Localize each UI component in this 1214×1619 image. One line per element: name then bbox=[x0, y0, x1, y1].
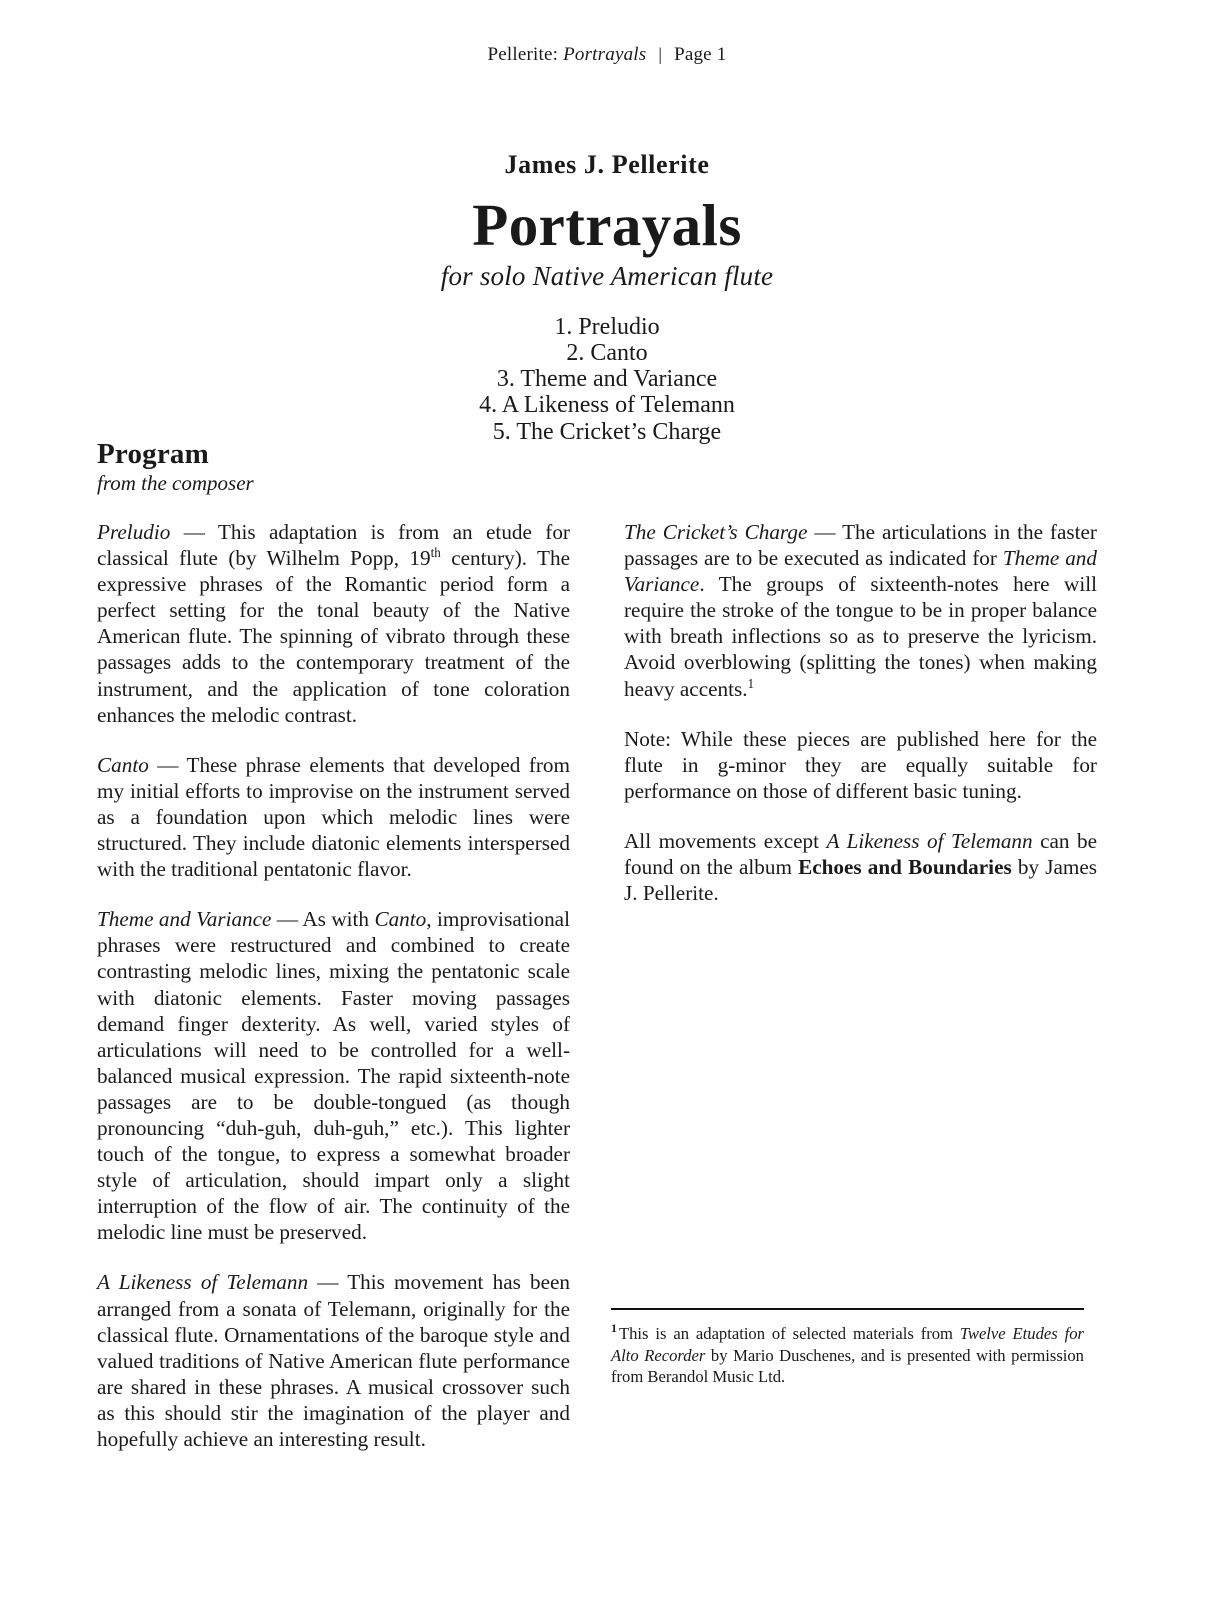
movement-list bbox=[0, 314, 1214, 445]
paragraph-body-continued: , improvisational phrases were restructured and combined to create contrasting melodic lines, mixing the pentatonic scale with diatonic elements. Faster moving passages demand finger dexterity. As well, varied styles of articulations will need to be controlled for a well-balanced musical expression. The rapid sixteenth-note passages are to be double-tongued (as though pronouncing “duh-guh, duh-guh,” etc.). This lighter touch of the tongue, to express a somewhat broader style of articulation, should impart only a slight interruption of the flow of air. The continuity of the melodic line must be preserved. bbox=[97, 907, 570, 1245]
paragraph-inline-italic: A Likeness of Telemann bbox=[826, 828, 1033, 853]
program-heading-block bbox=[97, 440, 254, 494]
paragraph-the-crickets-charge bbox=[624, 519, 1097, 702]
program-subheading: from the composer bbox=[97, 471, 254, 495]
footnote-body-continued: by Mario Duschenes, and is presented with permission from Berandol Music Ltd. bbox=[611, 1345, 1084, 1387]
list-item: 1. Preludio bbox=[554, 314, 660, 340]
paragraph-body-continued: can be found on the album bbox=[624, 828, 1097, 880]
paragraph-lead-in: Canto bbox=[97, 752, 149, 777]
running-header bbox=[0, 44, 1214, 66]
paragraph-a-likeness-of-telemann bbox=[97, 1269, 570, 1452]
paragraph-body-continued: . The groups of sixteenth-notes here will require the stroke of the tongue to be in proper balance with breath inflections so as to preserve the lyricism. Avoid overblowing (splitting the tones) when making heavy accents. bbox=[624, 572, 1097, 701]
paragraph-body-end: by James J. Pellerite. bbox=[624, 855, 1097, 906]
list-item: 2. Canto bbox=[566, 340, 648, 367]
running-header-separator: | bbox=[658, 44, 663, 64]
ordinal-superscript: th bbox=[430, 545, 441, 561]
paragraph-dash: — bbox=[170, 520, 218, 544]
paragraph-lead-in: A Likeness of Telemann bbox=[97, 1270, 309, 1295]
paragraph-lead-in: Preludio bbox=[97, 520, 171, 544]
paragraph-body: These phrase elements that developed from my initial efforts to improvise on the instrument served as a foundation upon which melodic lines were structured. They include diatonic elements interspersed with the traditional pentatonic flavor. bbox=[97, 752, 570, 882]
page-title: Portrayals bbox=[472, 192, 742, 258]
footnote-source-title: Twelve Etudes for Alto Recorder bbox=[611, 1324, 1084, 1365]
paragraph-inline-italic: Theme and Variance bbox=[624, 546, 1097, 597]
paragraph-dash: — bbox=[807, 520, 843, 544]
paragraph-body-continued: century). The expressive phrases of the Romantic period form a perfect setting for the tonal beauty of the Native American flute. The spinning of vibrato through these passages adds to the contemporary treatment of the instrument, and the application of tone coloration enhances the melodic contrast. bbox=[97, 546, 570, 727]
paragraph-body: As with bbox=[302, 907, 375, 932]
paragraph-theme-and-variance bbox=[97, 906, 570, 1245]
work-subtitle: for solo Native American flute bbox=[440, 260, 774, 291]
paragraph-album-credit bbox=[624, 828, 1097, 906]
paragraph-dash: — bbox=[148, 752, 187, 777]
list-item: 4. A Likeness of Telemann bbox=[479, 392, 735, 419]
paragraph-body: All movements except bbox=[624, 828, 827, 853]
footnote-marker: 1 bbox=[611, 1321, 617, 1336]
footnote-block bbox=[611, 1308, 1084, 1388]
running-header-author: Pellerite: bbox=[487, 44, 559, 65]
album-title: Echoes and Boundaries bbox=[798, 855, 1012, 880]
footnote-text bbox=[611, 1323, 1084, 1388]
paragraph-body: The articulations in the faster passages are to be executed as indicated for bbox=[624, 520, 1097, 571]
footnote-separator-rule bbox=[611, 1308, 1084, 1310]
list-item: 3. Theme and Variance bbox=[496, 366, 718, 393]
running-header-work-title: Portrayals bbox=[563, 44, 647, 65]
paragraph-inline-italic: Canto bbox=[374, 907, 427, 932]
composer-name: James J. Pellerite bbox=[504, 150, 710, 179]
paragraph-dash: — bbox=[271, 907, 303, 932]
left-column bbox=[97, 519, 570, 1452]
footnote-reference-marker: 1 bbox=[747, 675, 755, 691]
footnote-body: This is an adaptation of selected materials from bbox=[618, 1324, 960, 1343]
title-block bbox=[0, 150, 1214, 292]
paragraph-preludio bbox=[97, 519, 570, 728]
list-item: 5. The Cricket’s Charge bbox=[492, 418, 722, 445]
running-header-page-number: Page 1 bbox=[674, 44, 727, 65]
paragraph-note: Note: While these pieces are published here for the flute in g-minor they are equally suitable for performance on those of different basic tuning. bbox=[624, 726, 1097, 803]
paragraph-lead-in: Theme and Variance bbox=[97, 907, 272, 932]
paragraph-lead-in: The Cricket’s Charge bbox=[624, 520, 808, 544]
program-heading: Program bbox=[97, 438, 209, 470]
paragraph-canto bbox=[97, 752, 570, 882]
paragraph-body: This movement has been arranged from a sonata of Telemann, originally for the classical flute. Ornamentations of the baroque style and valued traditions of Native American flute performance are shared in these phrases. A musical crossover such as this should stir the imagination of the player and hopefully achieve an interesting result. bbox=[97, 1270, 570, 1451]
paragraph-dash: — bbox=[308, 1270, 348, 1295]
paragraph-body: This adaptation is from an etude for classical flute (by Wilhelm Popp, 19 bbox=[97, 520, 570, 571]
